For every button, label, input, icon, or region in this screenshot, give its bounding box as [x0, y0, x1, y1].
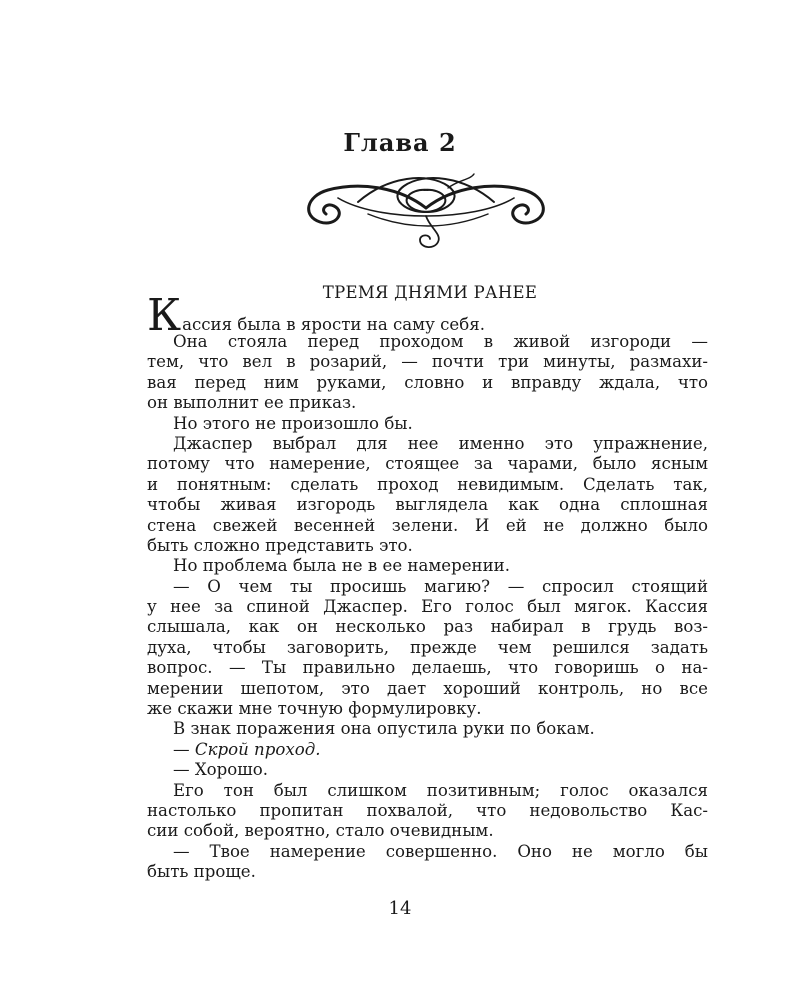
text-line	[147, 516, 708, 536]
paragraph-lines	[147, 332, 708, 883]
text-line	[147, 679, 708, 699]
text-line-content: —	[173, 739, 195, 759]
text-line-content: — Хорошо.	[173, 760, 268, 780]
text-line-content: вая перед ним руками, словно и вправду ждала, что	[147, 372, 708, 392]
page-number: 14	[388, 898, 412, 919]
text-line	[147, 454, 708, 474]
first-line-text: ассия была в ярости на саму себя.	[182, 315, 485, 334]
text-line-content: слышала, как он несколько раз набирал в грудь воз-	[147, 617, 708, 637]
text-line	[147, 658, 708, 678]
text-line	[147, 638, 708, 658]
text-line-content: Но проблема была не в ее намерении.	[173, 556, 511, 576]
text-line-content: духа, чтобы заговорить, прежде чем решился задать	[147, 637, 708, 657]
text-line	[147, 597, 708, 617]
text-line	[147, 719, 708, 739]
text-line	[147, 842, 708, 862]
text-line-content: Но этого не произошло бы.	[173, 413, 413, 433]
text-line	[147, 434, 708, 454]
text-line-content: чтобы живая изгородь выглядела как одна сплошная	[147, 495, 708, 515]
text-line-content: Его тон был слишком позитивным; голос оказался	[173, 780, 708, 800]
text-line	[147, 556, 708, 576]
text-line	[147, 393, 708, 413]
text-line	[147, 352, 708, 372]
text-line	[147, 414, 708, 434]
text-line-content: же скажи мне точную формулировку.	[147, 699, 482, 719]
text-line-content: быть проще.	[147, 862, 256, 882]
section-heading: ТРЕМЯ ДНЯМИ РАНЕЕ	[322, 283, 538, 302]
text-line-content: настолько пропитан похвалой, что недовольство Кас-	[147, 800, 708, 820]
text-line-content: у нее за спиной Джаспер. Его голос был мягок. Кассия	[147, 597, 708, 617]
text-line-content: вопрос. — Ты правильно делаешь, что говоришь о на-	[147, 658, 708, 678]
text-line-content: мерении шепотом, это дает хороший контроль, но все	[147, 678, 708, 698]
text-line	[147, 475, 708, 495]
text-line	[147, 740, 708, 760]
text-line-content: потому что намерение, стоящее за чарами, было ясным	[147, 454, 708, 474]
flourish-ornament-icon	[298, 168, 554, 252]
text-line-content: Она стояла перед проходом в живой изгороди —	[173, 332, 708, 351]
text-line-content: сии собой, вероятно, стало очевидным.	[147, 821, 494, 841]
text-line	[147, 577, 708, 597]
text-line	[147, 760, 708, 780]
text-line	[147, 373, 708, 393]
text-line	[147, 332, 708, 352]
text-line	[147, 821, 708, 841]
text-line-content: Джаспер выбрал для нее именно это упражнение,	[173, 433, 708, 453]
text-line-content: В знак поражения она опустила руки по бокам.	[173, 719, 595, 739]
text-line	[147, 617, 708, 637]
text-line	[147, 781, 708, 801]
text-line	[147, 862, 708, 882]
text-line-content: стена свежей весенней зелени. И ей не должно было	[147, 515, 708, 535]
chapter-title: Глава 2	[343, 128, 457, 157]
text-line-content: и понятным: сделать проход невидимым. Сделать так,	[147, 474, 708, 494]
drop-cap: К	[147, 290, 182, 341]
text-line-content: быть сложно представить это.	[147, 535, 413, 555]
text-line	[147, 495, 708, 515]
text-line	[147, 699, 708, 719]
text-line-content: — О чем ты просишь магию? — спросил стоящий	[173, 576, 708, 596]
text-line-content: — Твое намерение совершенно. Оно не могло бы	[173, 841, 708, 861]
text-line	[147, 536, 708, 556]
text-line-content: он выполнит ее приказ.	[147, 393, 357, 413]
text-line-content: тем, что вел в розарий, — почти три минуты, размахи-	[147, 352, 708, 372]
text-line	[147, 801, 708, 821]
italic-text: Скрой проход.	[194, 739, 321, 759]
